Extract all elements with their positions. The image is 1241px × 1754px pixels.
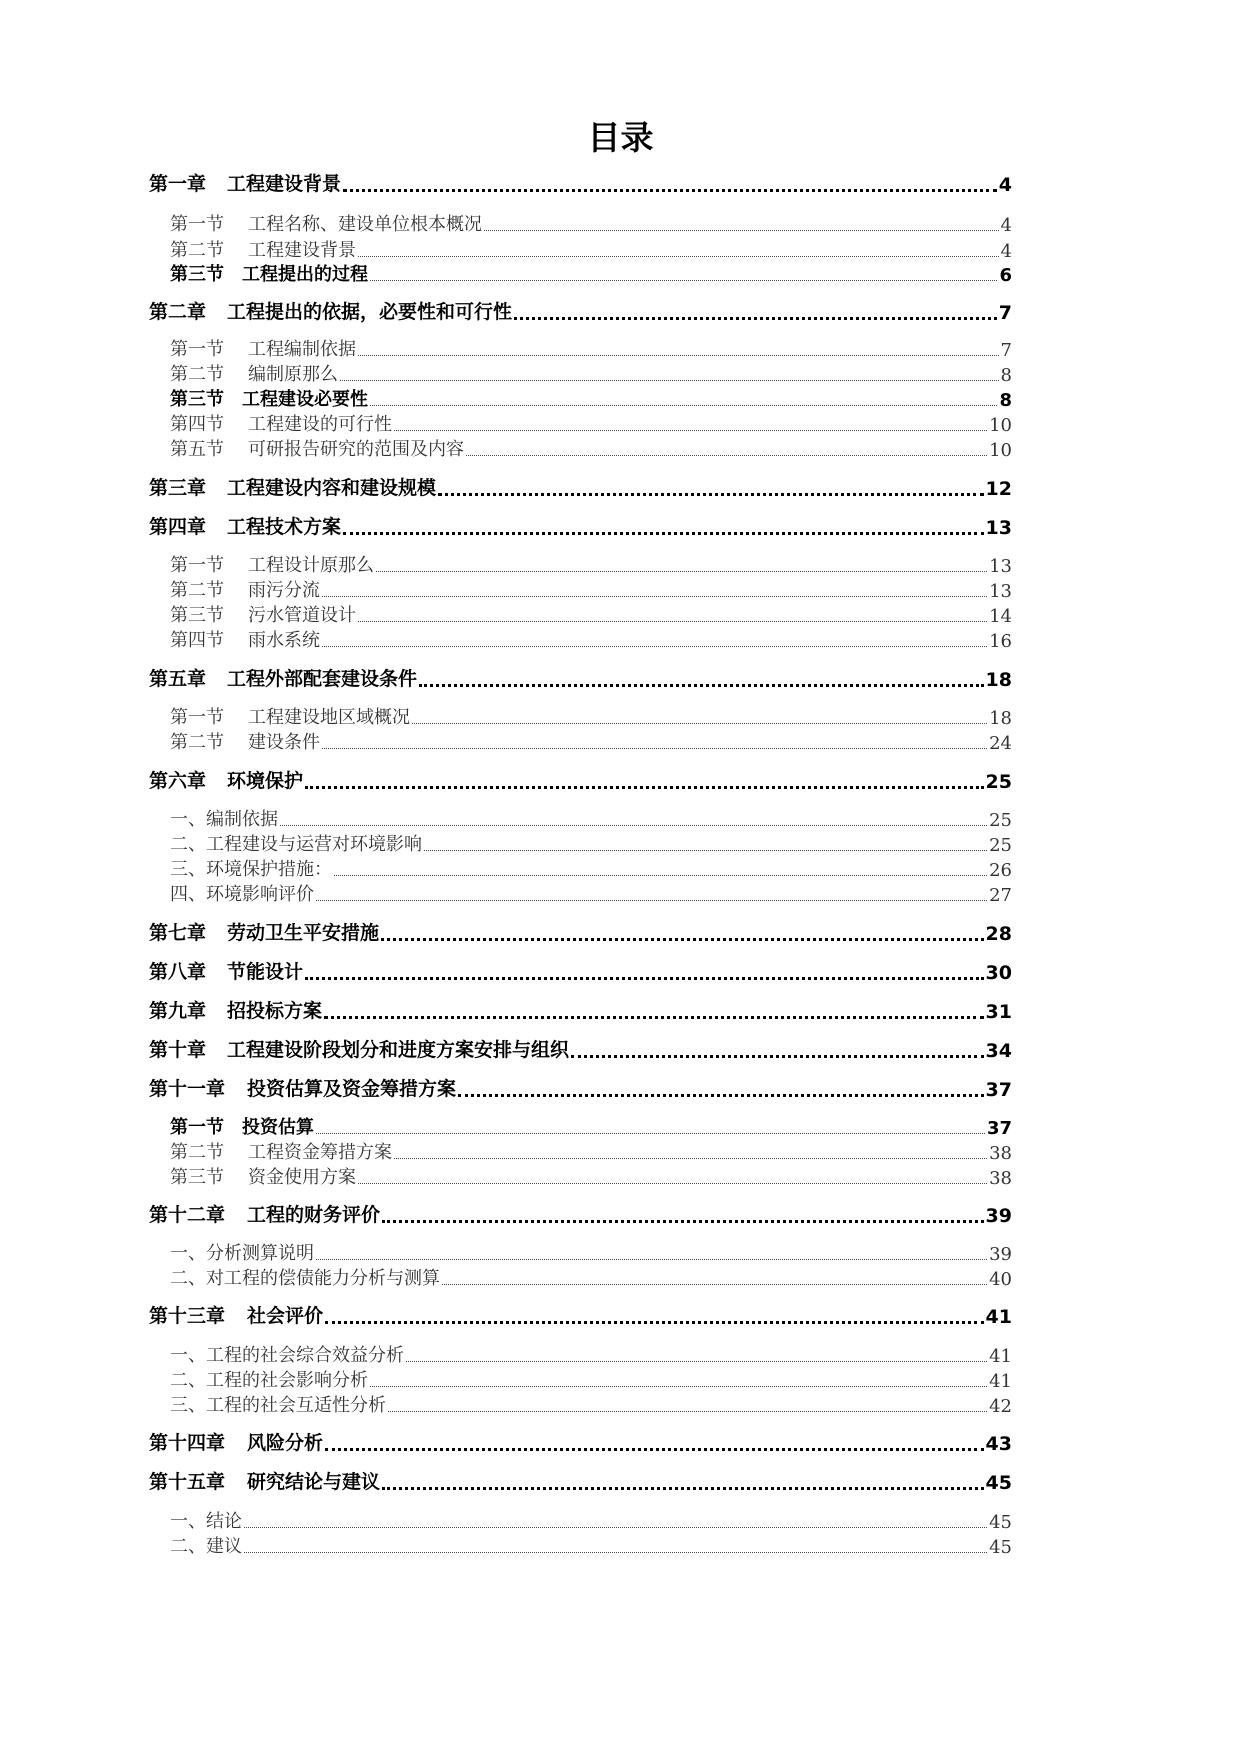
toc-entry-title: 研究结论与建议 xyxy=(247,1471,381,1493)
toc-entry-title: 污水管道设计 xyxy=(248,605,356,626)
dot-leader xyxy=(388,1411,987,1412)
toc-entry-title: 投资估算及资金筹措方案 xyxy=(247,1078,457,1100)
toc-entry-title: 工程提出的过程 xyxy=(242,264,368,285)
dot-leader xyxy=(381,938,984,941)
toc-entry-page: 7 xyxy=(998,302,1012,324)
toc-entry-number: 三、 xyxy=(170,1395,206,1416)
toc-entry-page: 4 xyxy=(1000,241,1012,262)
toc-entry-title: 工程的财务评价 xyxy=(247,1204,381,1226)
dot-leader xyxy=(376,571,987,572)
toc-chapter-entry[interactable] xyxy=(149,921,1012,945)
toc-chapter-entry[interactable] xyxy=(149,1203,1012,1227)
toc-entry-title: 环境影响评价 xyxy=(206,884,314,905)
toc-chapter-entry[interactable] xyxy=(149,1304,1012,1328)
dot-leader xyxy=(325,1321,984,1324)
dot-leader xyxy=(412,723,987,724)
toc-entry-title: 工程名称、建设单位根本概况 xyxy=(248,214,482,235)
toc-entry-title: 工程提出的依据，必要性和可行性 xyxy=(227,301,513,323)
toc-entry-number: 第四节 xyxy=(170,414,224,435)
toc-entry-title: 劳动卫生平安措施 xyxy=(227,922,380,944)
toc-entry-number: 第十二章 xyxy=(149,1204,226,1226)
dot-leader xyxy=(305,786,984,789)
toc-entry-page: 38 xyxy=(989,1143,1012,1164)
toc-entry-title: 节能设计 xyxy=(227,961,304,983)
toc-entry-number: 第一章 xyxy=(149,173,207,195)
toc-entry-title: 工程资金筹措方案 xyxy=(248,1142,392,1163)
toc-entry-title: 风险分析 xyxy=(247,1432,324,1454)
toc-entry-number: 第九章 xyxy=(149,1000,207,1022)
toc-entry-number: 四、 xyxy=(170,884,206,905)
dot-leader xyxy=(322,748,987,749)
toc-entry-number: 二、 xyxy=(170,1268,206,1289)
dot-leader xyxy=(394,1158,987,1159)
toc-entry-number: 第五节 xyxy=(170,439,224,460)
toc-entry-title: 工程建设的可行性 xyxy=(248,414,392,435)
toc-entry-page: 13 xyxy=(989,556,1012,577)
toc-entry-number: 一、 xyxy=(170,1345,206,1366)
toc-entry-page: 27 xyxy=(989,885,1012,906)
toc-entry-number: 第三章 xyxy=(149,477,207,499)
dot-leader xyxy=(358,621,987,622)
toc-entry-page: 13 xyxy=(989,581,1012,602)
toc-entry-title: 工程的社会影响分析 xyxy=(206,1370,368,1391)
dot-leader xyxy=(484,230,999,231)
toc-entry-title: 建设条件 xyxy=(248,732,320,753)
dot-leader xyxy=(382,1220,984,1223)
toc-chapter-entry[interactable] xyxy=(149,476,1012,500)
toc-section-entry[interactable] xyxy=(170,578,1012,602)
toc-chapter-entry[interactable] xyxy=(149,667,1012,691)
toc-entry-number: 第一节 xyxy=(170,339,224,360)
toc-section-entry[interactable] xyxy=(170,832,1012,856)
toc-entry-page: 16 xyxy=(989,631,1012,652)
toc-entry-title: 可研报告研究的范围及内容 xyxy=(248,439,464,460)
dot-leader xyxy=(334,875,987,876)
toc-section-entry[interactable] xyxy=(170,1140,1012,1164)
toc-section-entry[interactable] xyxy=(170,1368,1012,1392)
toc-entry-number: 第一节 xyxy=(170,707,224,728)
dot-leader xyxy=(325,1448,984,1451)
toc-section-entry[interactable] xyxy=(170,337,1012,361)
toc-entry-title: 对工程的偿债能力分析与测算 xyxy=(206,1268,440,1289)
toc-entry-title: 资金使用方案 xyxy=(248,1167,356,1188)
page-title: 目录 xyxy=(587,118,654,157)
toc-section-entry[interactable] xyxy=(170,603,1012,627)
toc-entry-title: 社会评价 xyxy=(247,1305,324,1327)
toc-section-entry[interactable] xyxy=(170,882,1012,906)
toc-entry-page: 45 xyxy=(985,1472,1012,1494)
toc-entry-page: 10 xyxy=(989,440,1012,461)
toc-entry-title: 工程建设阶段划分和进度方案安排与组织 xyxy=(227,1039,570,1061)
toc-entry-page: 41 xyxy=(989,1371,1012,1392)
toc-entry-number: 第二节 xyxy=(170,580,224,601)
toc-section-entry[interactable] xyxy=(170,1165,1012,1189)
toc-entry-page: 12 xyxy=(985,478,1012,500)
toc-chapter-entry[interactable] xyxy=(149,960,1012,984)
toc-entry-page: 13 xyxy=(985,517,1012,539)
toc-entry-page: 10 xyxy=(989,415,1012,436)
toc-section-entry[interactable] xyxy=(170,262,1012,286)
toc-section-entry[interactable] xyxy=(170,1115,1012,1139)
toc-entry-page: 41 xyxy=(989,1346,1012,1367)
toc-entry-page: 24 xyxy=(989,733,1012,754)
toc-entry-number: 第三节 xyxy=(170,264,224,285)
toc-entry-title: 招投标方案 xyxy=(227,1000,323,1022)
toc-entry-number: 第四章 xyxy=(149,516,207,538)
toc-entry-page: 37 xyxy=(985,1079,1012,1101)
toc-chapter-entry[interactable] xyxy=(149,515,1012,539)
dot-leader xyxy=(358,256,999,257)
toc-entry-title: 编制依据 xyxy=(206,809,278,830)
toc-entry-page: 31 xyxy=(985,1001,1012,1023)
dot-leader xyxy=(424,850,987,851)
dot-leader xyxy=(466,455,987,456)
dot-leader xyxy=(322,596,987,597)
toc-entry-number: 第十一章 xyxy=(149,1078,226,1100)
toc-entry-number: 二、 xyxy=(170,834,206,855)
toc-chapter-entry[interactable] xyxy=(149,300,1012,324)
toc-entry-page: 25 xyxy=(989,835,1012,856)
toc-entry-title: 雨水系统 xyxy=(248,630,320,651)
toc-entry-page: 39 xyxy=(989,1244,1012,1265)
toc-entry-title: 工程设计原那么 xyxy=(248,555,374,576)
toc-section-entry[interactable] xyxy=(170,1534,1012,1558)
toc-entry-number: 一、 xyxy=(170,1243,206,1264)
toc-entry-page: 38 xyxy=(989,1168,1012,1189)
dot-leader xyxy=(343,189,997,192)
toc-entry-title: 工程外部配套建设条件 xyxy=(227,668,418,690)
toc-section-entry[interactable] xyxy=(170,1241,1012,1265)
toc-entry-title: 结论 xyxy=(206,1511,242,1532)
dot-leader xyxy=(280,825,987,826)
toc-chapter-entry[interactable] xyxy=(149,1431,1012,1455)
toc-entry-page: 45 xyxy=(989,1537,1012,1558)
toc-entry-page: 34 xyxy=(985,1040,1012,1062)
toc-chapter-entry[interactable] xyxy=(149,999,1012,1023)
toc-entry-number: 第十五章 xyxy=(149,1471,226,1493)
toc-entry-number: 第二节 xyxy=(170,240,224,261)
toc-entry-page: 45 xyxy=(989,1512,1012,1533)
toc-section-entry[interactable] xyxy=(170,412,1012,436)
toc-section-entry[interactable] xyxy=(170,628,1012,652)
toc-entry-title: 建议 xyxy=(206,1536,242,1557)
toc-entry-number: 三、 xyxy=(170,859,206,880)
toc-section-entry[interactable] xyxy=(170,1393,1012,1417)
toc-entry-number: 第三节 xyxy=(170,605,224,626)
toc-entry-page: 26 xyxy=(989,860,1012,881)
toc-entry-number: 第十章 xyxy=(149,1039,207,1061)
toc-entry-number: 第一节 xyxy=(170,1117,224,1138)
dot-leader xyxy=(343,532,984,535)
toc-entry-number: 第八章 xyxy=(149,961,207,983)
toc-entry-page: 30 xyxy=(985,962,1012,984)
toc-entry-page: 18 xyxy=(985,669,1012,691)
toc-section-entry[interactable] xyxy=(170,437,1012,461)
toc-entry-title: 分析测算说明 xyxy=(206,1243,314,1264)
dot-leader xyxy=(442,1284,987,1285)
toc-entry-number: 第二章 xyxy=(149,301,207,323)
toc-entry-page: 41 xyxy=(985,1306,1012,1328)
toc-entry-page: 4 xyxy=(1000,215,1012,236)
toc-chapter-entry[interactable] xyxy=(149,769,1012,793)
toc-entry-title: 工程的社会互适性分析 xyxy=(206,1395,386,1416)
toc-entry-number: 第七章 xyxy=(149,922,207,944)
toc-entry-number: 第六章 xyxy=(149,770,207,792)
toc-entry-title: 工程建设地区域概况 xyxy=(248,707,410,728)
toc-section-entry[interactable] xyxy=(170,857,1012,881)
toc-entry-number: 第三节 xyxy=(170,1167,224,1188)
toc-section-entry[interactable] xyxy=(170,705,1012,729)
toc-entry-page: 28 xyxy=(985,923,1012,945)
dot-leader xyxy=(514,317,997,320)
toc-entry-title: 雨污分流 xyxy=(248,580,320,601)
toc-entry-page: 40 xyxy=(989,1269,1012,1290)
toc-entry-page: 7 xyxy=(1000,340,1012,361)
toc-entry-page: 39 xyxy=(985,1205,1012,1227)
toc-entry-title: 工程编制依据 xyxy=(248,339,356,360)
toc-entry-title: 工程建设与运营对环境影响 xyxy=(206,834,422,855)
dot-leader xyxy=(370,280,997,281)
toc-section-entry[interactable] xyxy=(170,212,1012,236)
toc-entry-title: 环境保护措施： xyxy=(206,859,332,880)
dot-leader xyxy=(370,1386,987,1387)
toc-section-entry[interactable] xyxy=(170,730,1012,754)
dot-leader xyxy=(358,1183,987,1184)
toc-entry-number: 第十三章 xyxy=(149,1305,226,1327)
toc-entry-page: 14 xyxy=(989,606,1012,627)
toc-section-entry[interactable] xyxy=(170,1509,1012,1533)
toc-chapter-entry[interactable] xyxy=(149,1038,1012,1062)
dot-leader xyxy=(316,1259,987,1260)
toc-chapter-entry[interactable] xyxy=(149,172,1012,196)
dot-leader xyxy=(358,355,999,356)
toc-entry-page: 8 xyxy=(999,390,1012,411)
toc-entry-title: 工程技术方案 xyxy=(227,516,342,538)
dot-leader xyxy=(305,977,984,980)
dot-leader xyxy=(394,430,987,431)
toc-section-entry[interactable] xyxy=(170,807,1012,831)
toc-entry-page: 8 xyxy=(1000,365,1012,386)
dot-leader xyxy=(322,646,987,647)
toc-entry-number: 第一节 xyxy=(170,555,224,576)
toc-entry-title: 工程建设背景 xyxy=(227,173,342,195)
toc-entry-title: 编制原那么 xyxy=(248,364,338,385)
toc-entry-number: 二、 xyxy=(170,1370,206,1391)
toc-section-entry[interactable] xyxy=(170,1266,1012,1290)
dot-leader xyxy=(419,684,984,687)
toc-entry-page: 42 xyxy=(989,1396,1012,1417)
toc-entry-title: 环境保护 xyxy=(227,770,304,792)
toc-entry-page: 37 xyxy=(986,1118,1012,1139)
dot-leader xyxy=(406,1361,987,1362)
toc-section-entry[interactable] xyxy=(170,1343,1012,1367)
toc-section-entry[interactable] xyxy=(170,553,1012,577)
toc-entry-page: 25 xyxy=(989,810,1012,831)
toc-entry-number: 第五章 xyxy=(149,668,207,690)
toc-entry-number: 第一节 xyxy=(170,214,224,235)
dot-leader xyxy=(571,1055,984,1058)
toc-chapter-entry[interactable] xyxy=(149,1077,1012,1101)
toc-entry-number: 第二节 xyxy=(170,732,224,753)
toc-chapter-entry[interactable] xyxy=(149,1470,1012,1494)
toc-entry-number: 一、 xyxy=(170,809,206,830)
toc-entry-number: 第十四章 xyxy=(149,1432,226,1454)
toc-entry-number: 一、 xyxy=(170,1511,206,1532)
dot-leader xyxy=(438,493,984,496)
dot-leader xyxy=(382,1487,984,1490)
toc-entry-number: 二、 xyxy=(170,1536,206,1557)
dot-leader xyxy=(316,900,987,901)
toc-entry-page: 43 xyxy=(985,1433,1012,1455)
dot-leader xyxy=(324,1016,984,1019)
toc-entry-number: 第二节 xyxy=(170,1142,224,1163)
toc-entry-number: 第二节 xyxy=(170,364,224,385)
toc-entry-title: 工程的社会综合效益分析 xyxy=(206,1345,404,1366)
dot-leader xyxy=(340,380,999,381)
dot-leader xyxy=(244,1552,987,1553)
toc-section-entry[interactable] xyxy=(170,362,1012,386)
toc-entry-number: 第四节 xyxy=(170,630,224,651)
toc-section-entry[interactable] xyxy=(170,387,1012,411)
dot-leader xyxy=(458,1094,984,1097)
dot-leader xyxy=(370,405,997,406)
toc-entry-title: 投资估算 xyxy=(242,1117,314,1138)
toc-entry-title: 工程建设背景 xyxy=(248,240,356,261)
toc-entry-page: 18 xyxy=(989,708,1012,729)
toc-entry-page: 25 xyxy=(985,771,1012,793)
toc-entry-title: 工程建设必要性 xyxy=(242,389,368,410)
dot-leader xyxy=(244,1527,987,1528)
toc-entry-page: 6 xyxy=(999,265,1012,286)
toc-entry-title: 工程建设内容和建设规模 xyxy=(227,477,437,499)
toc-entry-number: 第三节 xyxy=(170,389,224,410)
dot-leader xyxy=(316,1133,985,1134)
toc-entry-page: 4 xyxy=(998,174,1012,196)
toc-section-entry[interactable] xyxy=(170,238,1012,262)
